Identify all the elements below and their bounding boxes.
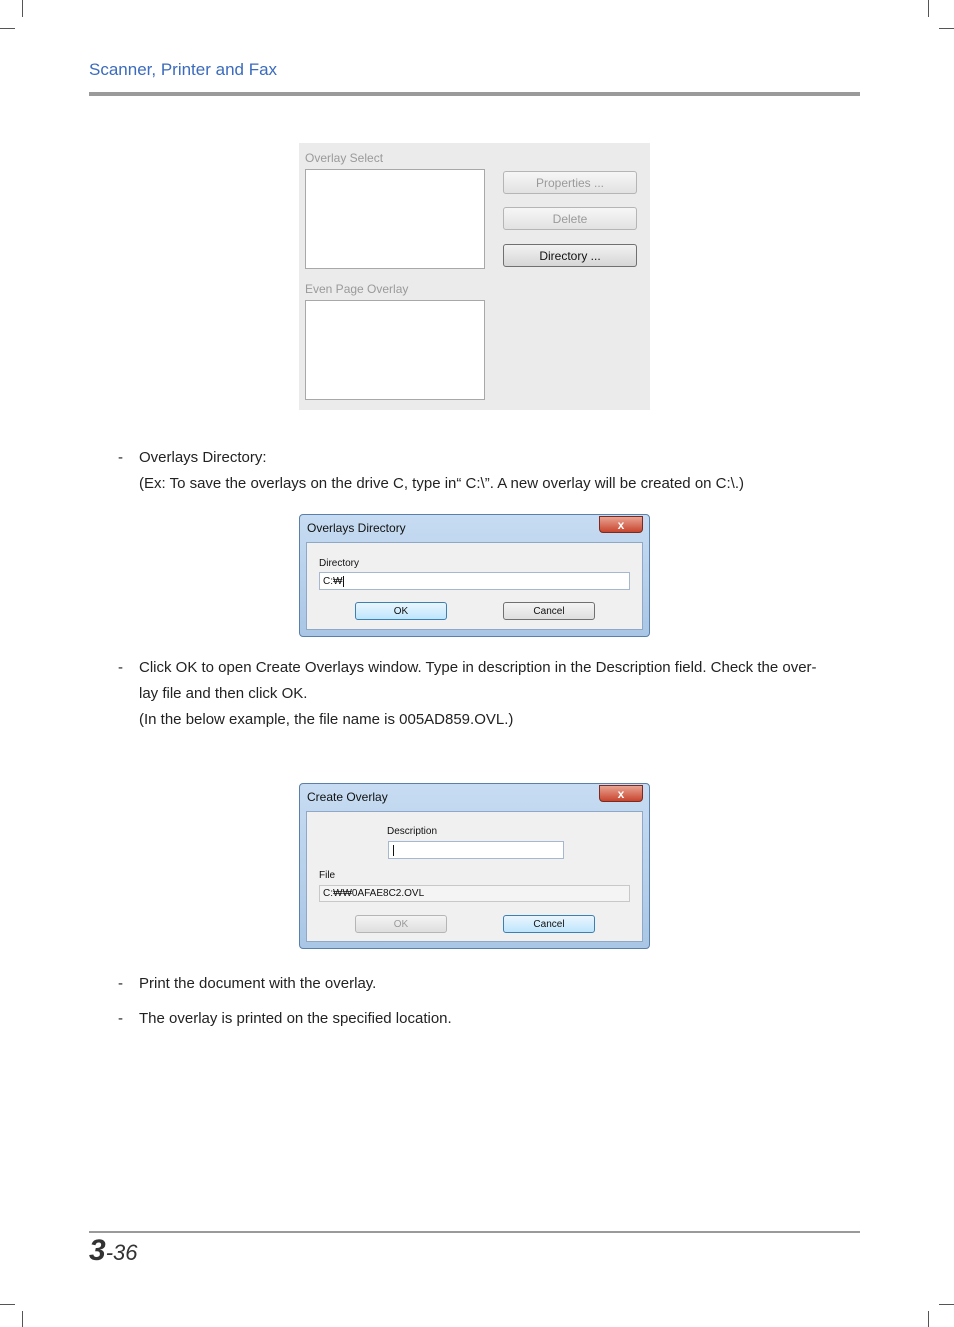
page-number [89,1234,137,1268]
crop-mark [22,1311,23,1327]
dialog-body [306,542,643,630]
close-icon[interactable]: x [599,516,643,533]
step-text [139,445,744,497]
cancel-button[interactable]: Cancel [503,915,595,933]
dialog-body [306,811,643,942]
file-field-value: C:₩₩0AFAE8C2.OVL [323,888,425,899]
header-divider [89,92,860,96]
create-overlay-dialog [299,783,650,949]
text-caret [393,845,394,856]
ok-button[interactable]: OK [355,602,447,620]
overlays-directory-dialog [299,514,650,637]
crop-mark [22,0,23,17]
close-icon[interactable]: x [599,785,643,802]
file-field [319,885,630,902]
page-suffix: -36 [105,1240,138,1265]
bullet-dash: - [118,659,123,676]
dialog-title: Overlays Directory [307,521,406,535]
step1-line1: Overlays Directory: [139,449,267,466]
overlay-select-panel [299,143,650,410]
footer-divider [89,1231,860,1233]
description-input[interactable] [388,841,564,859]
crop-mark [0,28,15,29]
running-header: Scanner, Printer and Fax [89,60,278,79]
overlay-select-label: Overlay Select [305,151,384,165]
delete-button[interactable]: Delete [503,207,637,230]
directory-button[interactable]: Directory ... [503,244,637,267]
bullet-dash: - [118,975,123,992]
text-caret [343,576,344,587]
directory-input[interactable] [319,572,630,590]
step-text [139,655,817,733]
overlay-select-list[interactable] [305,169,485,269]
description-label: Description [387,826,438,837]
step3-line1: Print the document with the overlay. [139,975,377,992]
chapter-number: 3 [89,1234,106,1267]
bullet-dash: - [118,449,123,466]
directory-label: Directory [319,558,360,569]
even-page-overlay-label: Even Page Overlay [305,282,409,296]
dialog-title: Create Overlay [307,790,388,804]
file-label: File [319,870,336,881]
step4-line1: The overlay is printed on the specified location. [139,1010,452,1027]
step2-line3: (In the below example, the file name is 005AD859.OVL.) [139,711,514,728]
ok-button[interactable]: OK [355,915,447,933]
crop-mark [0,1304,15,1305]
crop-mark [928,1311,929,1327]
crop-mark [939,1304,954,1305]
cancel-button[interactable]: Cancel [503,602,595,620]
crop-mark [928,0,929,17]
even-page-overlay-list[interactable] [305,300,485,400]
step2-line2: lay file and then click OK. [139,685,308,702]
crop-mark [939,28,954,29]
step2-line1: Click OK to open Create Overlays window. Type in description in the Description field. Check the over- [139,659,817,676]
properties-button[interactable]: Properties ... [503,171,637,194]
bullet-dash: - [118,1010,123,1027]
directory-input-value: C:₩ [323,575,343,587]
step1-line2: (Ex: To save the overlays on the drive C, type in“ C:\”. A new overlay will be created on C:\.) [139,475,744,492]
